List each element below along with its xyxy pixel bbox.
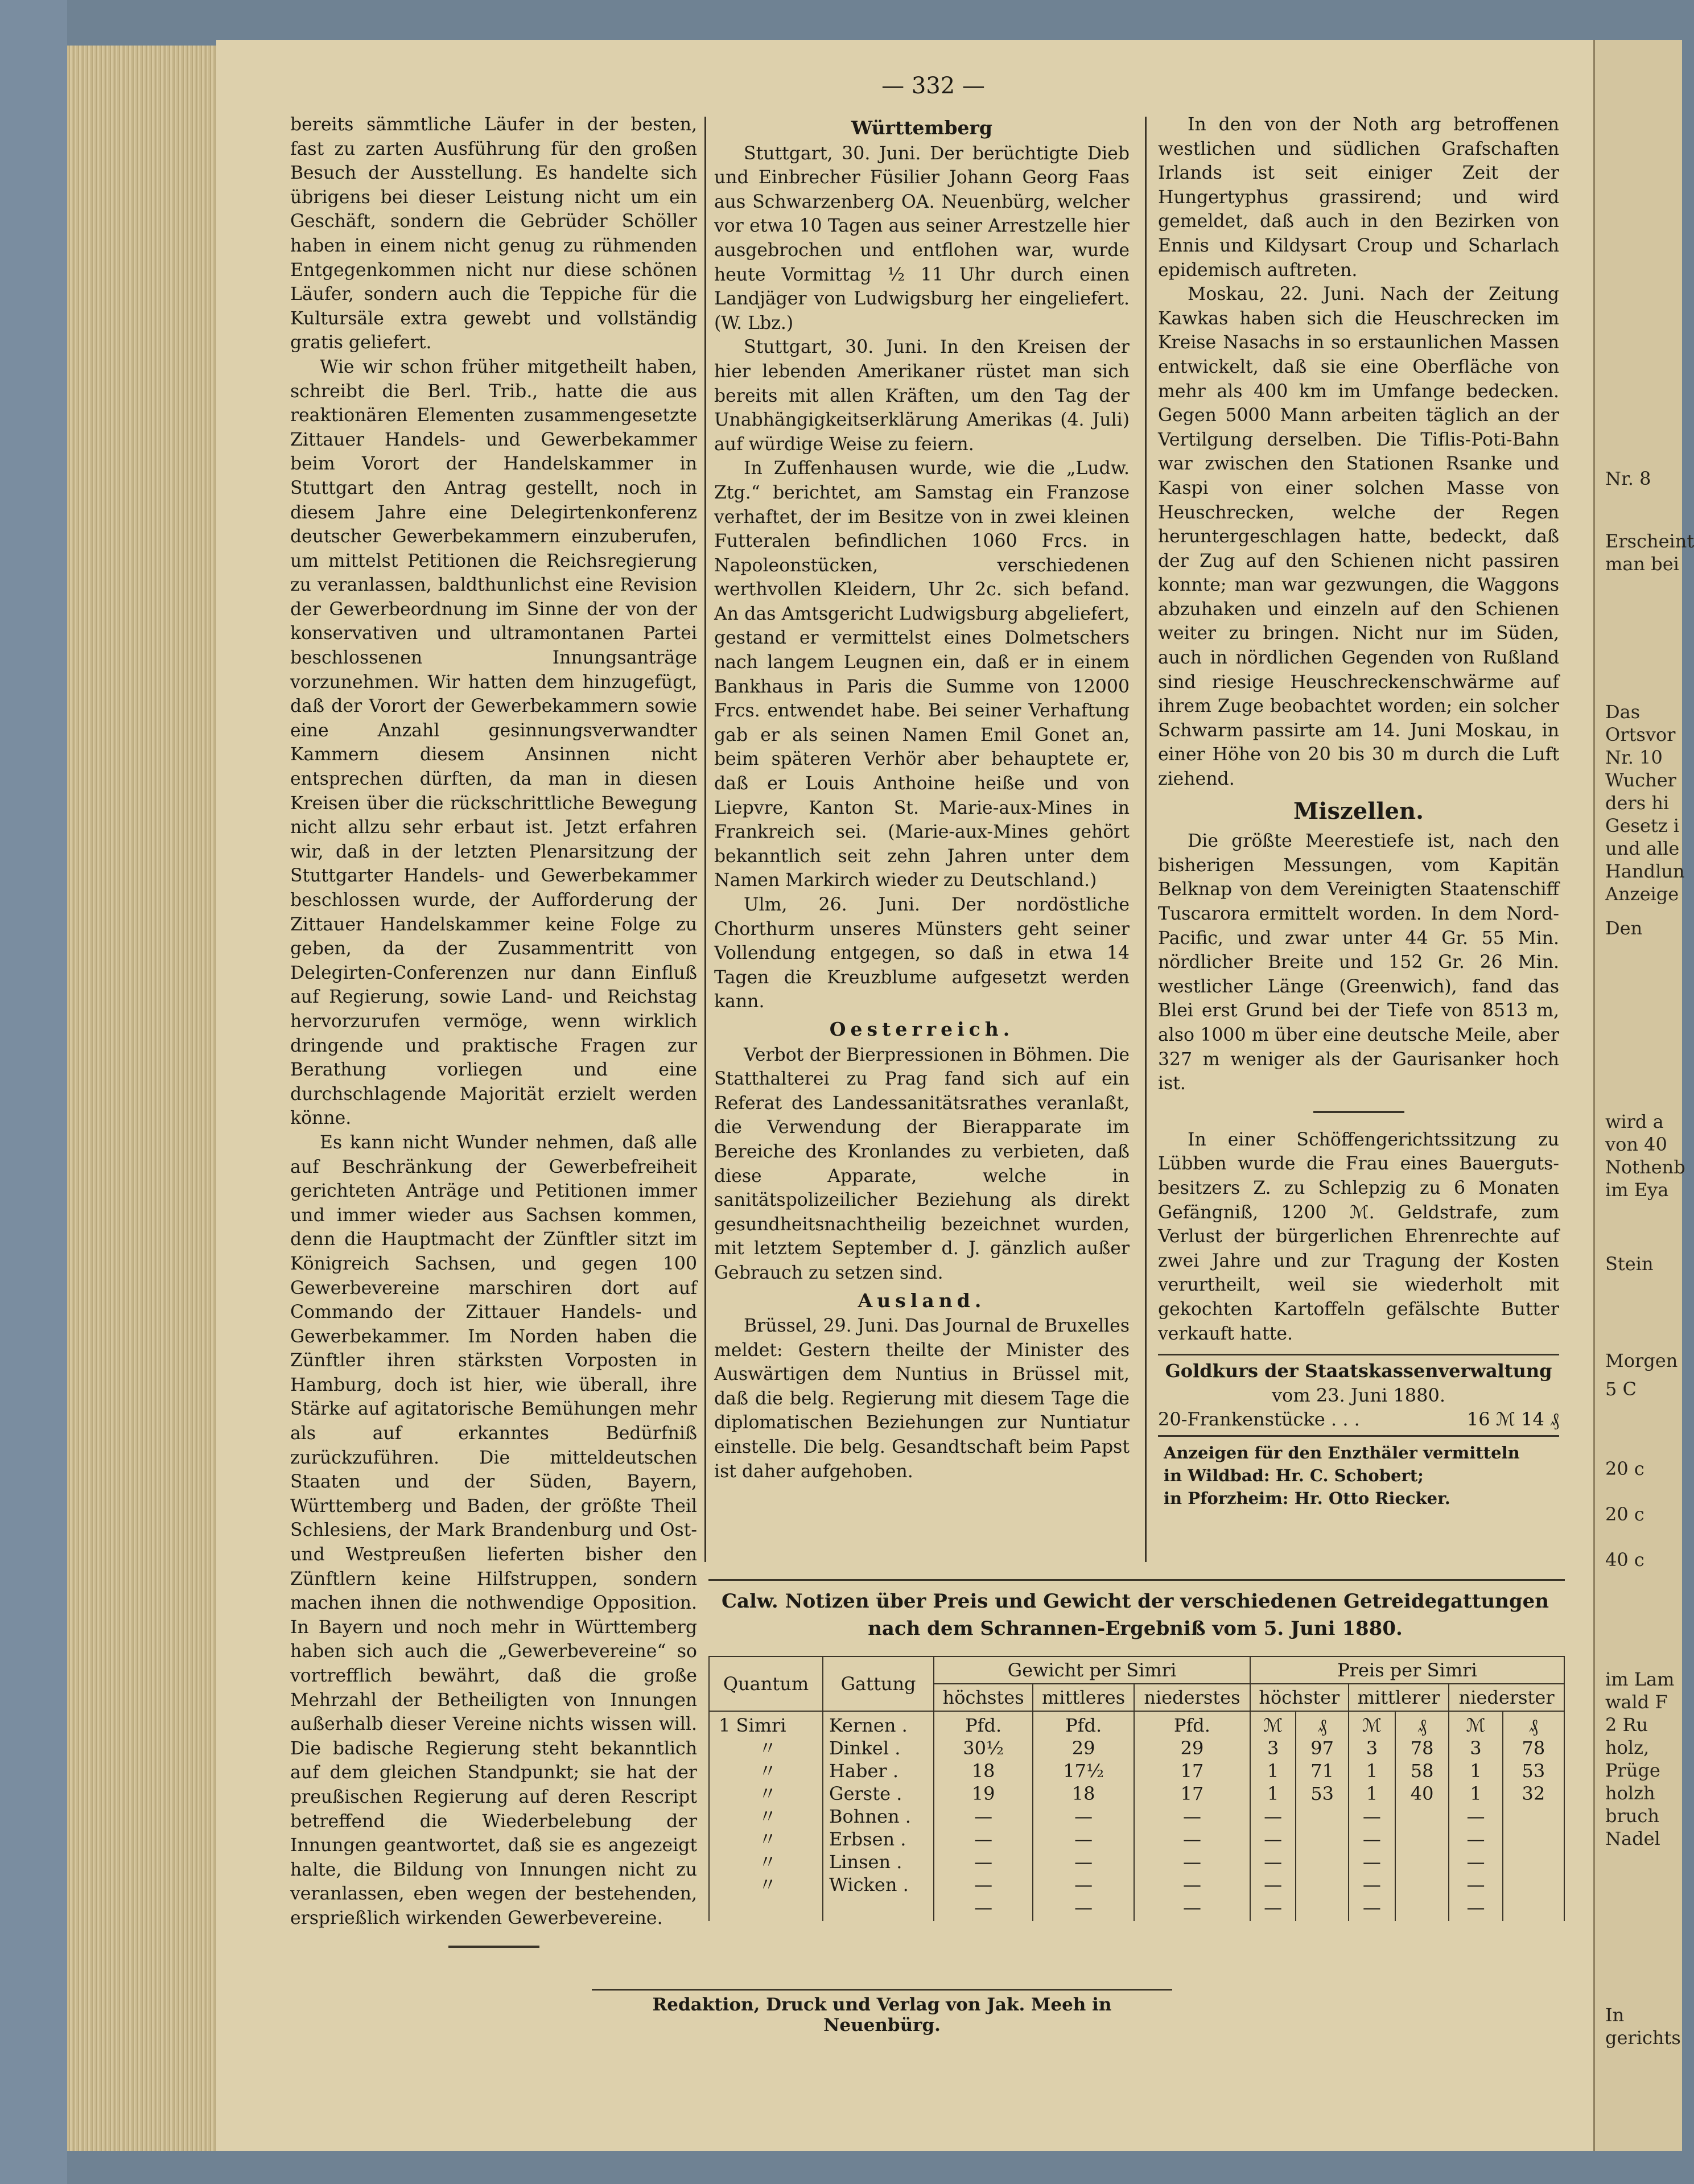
facing-page-fragment: 5 C — [1605, 1378, 1637, 1400]
column-3 — [1158, 113, 1559, 1510]
ads-line: in Wildbad: Hr. C. Schobert; — [1164, 1465, 1424, 1485]
table-cell: 3 — [1470, 1737, 1482, 1759]
section-end-rule — [448, 1946, 539, 1948]
facing-page-fragment: man bei — [1605, 553, 1679, 575]
section-heading-wuerttemberg: Württemberg — [851, 117, 993, 139]
unit-label: Pfd. — [965, 1715, 1002, 1736]
table-cell: 1 — [1470, 1783, 1482, 1804]
table-cell: — — [1466, 1874, 1485, 1895]
table-cell: — — [1264, 1874, 1283, 1895]
table-cell: — — [1074, 1874, 1093, 1895]
col-header-niederster: niederster — [1449, 1684, 1564, 1711]
table-cell — [1299, 1896, 1345, 1919]
facing-page-fragment: In — [1605, 2004, 1625, 2026]
table-cell: Linsen . — [829, 1851, 902, 1873]
grain-price-table — [708, 1656, 1565, 1921]
price-mid-mark-cell — [1349, 1711, 1395, 1921]
table-cell: 29 — [1180, 1737, 1204, 1759]
table-cell — [1506, 1873, 1561, 1896]
article-paragraph: In einer Schöffengerichtssitzung zu Lübben wurde die Frau eines Bauerguts-besitzers Z. zu Schlepzig zu 6 Monaten Gefängniß, 1200 ℳ. Geldstrafe, zum Verlust der bürgerlichen Ehrenrechte auf zwei Jahre und zur Tragung der Kosten verurtheilt, weil sie wiederholt mit gekochten Kartoffeln gefälschte Butter verkauft hatte. — [1158, 1129, 1559, 1344]
section-heading-miszellen: Miszellen. — [1293, 797, 1424, 825]
facing-page-fragment: Handlun — [1605, 860, 1685, 882]
gold-rate-box — [1158, 1354, 1559, 1437]
gold-rate-row — [1158, 1407, 1559, 1432]
table-cell: 1 — [1267, 1760, 1279, 1782]
table-cell: 3 — [1366, 1737, 1378, 1759]
facing-page-fragment: und alle — [1605, 838, 1680, 859]
price-mid-pf-cell — [1395, 1711, 1449, 1921]
table-cell: 1 — [1366, 1760, 1378, 1782]
table-cell — [1299, 1873, 1345, 1896]
table-cell: Haber . — [829, 1760, 899, 1782]
article-paragraph: Verbot der Bierpressionen in Böhmen. Die Statthalterei zu Prag fand sich auf ein Referat des Landessanitätsrathes veranlaßt, die Verwendung der Bierapparate im Bereiche des Kronlandes zu verbieten, daß diese Apparate, welche in sanitätspolizeilicher Beziehung als direkt gesundheitsnachtheilig bezeichnet wurden, mit letztem September d. J. gänzlich außer Gebrauch zu setzen sind. — [714, 1044, 1130, 1283]
facing-page-fragment: Nadel — [1605, 1828, 1660, 1849]
facing-page-fragment: wald F — [1605, 1691, 1668, 1713]
table-cell: 40 — [1410, 1783, 1434, 1804]
article-paragraph: Brüssel, 29. Juni. Das Journal de Bruxelles meldet: Gestern theilte der Minister des Auswärtigen dem Nuntius in Brüssel mit, daß die belg. Regierung mit diesem Tage die diplomatischen Beziehungen zur Nuntiatur einstelle. Die belg. Gesandtschaft beim Papst ist daher aufgehoben. — [714, 1316, 1130, 1482]
quantum-cell — [709, 1711, 823, 1921]
facing-page-fragment: Wucher — [1605, 769, 1676, 791]
table-cell: — — [1182, 1828, 1201, 1850]
table-cell: 〃 — [759, 1828, 777, 1850]
column-2 — [714, 113, 1130, 1484]
table-cell: Gerste . — [829, 1783, 902, 1804]
table-cell: — — [1182, 1897, 1201, 1918]
table-cell: — — [974, 1806, 993, 1827]
article-paragraph: Die größte Meerestiefe ist, nach den bisherigen Messungen, vom Kapitän Belknap von dem Vereinigten Staatenschiff Tuscarora ermittelt worden. In dem Nord-Pacific, und zwar unter 44 Gr. 55 Min. nördlicher Breite und 152 Gr. 26 Min. westlicher Länge (Greenwich), fand das Blei erst Grund bei der Tiefe von 8513 m, also 1000 m über eine deutsche Meile, aber 327 m weniger als der Gaurisanker hoch ist. — [1158, 831, 1559, 1094]
table-cell — [1506, 1851, 1561, 1873]
col-header-gewicht: Gewicht per Simri — [934, 1656, 1250, 1684]
table-cell: 18 — [971, 1760, 995, 1782]
facing-page-fragment: 20 c — [1605, 1503, 1644, 1525]
table-cell: — — [1264, 1897, 1283, 1918]
table-cell: 18 — [1071, 1783, 1095, 1804]
col-header-niederstes: niederstes — [1134, 1684, 1250, 1711]
section-heading-oesterreich: Oesterreich. — [829, 1017, 1015, 1040]
table-cell — [1506, 1805, 1561, 1828]
table-cell: Bohnen . — [829, 1806, 911, 1827]
notice-top-rule — [708, 1579, 1565, 1581]
unit-label: ₰ — [1317, 1715, 1327, 1736]
table-cell: — — [1466, 1828, 1485, 1850]
table-cell: — — [1074, 1897, 1093, 1918]
table-cell: — — [1074, 1851, 1093, 1873]
table-cell: — — [1182, 1851, 1201, 1873]
unit-label: ℳ — [1466, 1715, 1486, 1736]
facing-page-fragment: Nr. 8 — [1605, 468, 1651, 489]
column-divider — [1145, 117, 1147, 1562]
article-paragraph: In Zuffenhausen wurde, wie die „Ludw. Ztg.“ berichtet, am Samstag ein Franzose verhaftet, der im Besitze von in zwei kleinen Futteralen befindlichen 1060 Frcs. in Napoleonstücken, verschiedenen werthvollen Kleidern, Uhr 2c. sich befand. An das Amtsgericht Ludwigsburg abgeliefert, gestand er vermittelst eines Dolmetschers nach langem Leugnen ein, daß er in einem Bankhaus in Paris die Summe von 12000 Frcs. entwendet habe. Bei seiner Verhaftung gab er als seinen Namen Emil Gonet an, beim späteren Verhör aber behauptete er, daß er Louis Anthoine heiße und von Liepvre, Kanton St. Marie-aux-Mines in Frankreich sei. (Marie-aux-Mines gehört bekanntlich seit zehn Jahren unter dem Namen Markirch wieder zu Deutschland.) — [714, 458, 1130, 891]
table-cell: Dinkel . — [829, 1737, 901, 1759]
table-cell: — — [1362, 1806, 1381, 1827]
table-cell: Kernen . — [829, 1715, 908, 1736]
table-cell: — — [974, 1828, 993, 1850]
table-cell: — — [1074, 1806, 1093, 1827]
table-cell: — — [1362, 1874, 1381, 1895]
article-paragraph: Stuttgart, 30. Juni. In den Kreisen der hier lebenden Amerikaner rüstet man sich bereits mit allen Kräften, um den Tag der Unabhängigkeitserklärung Amerikas (4. Juli) auf würdige Weise zu feiern. — [714, 337, 1130, 455]
table-cell: — — [1074, 1828, 1093, 1850]
gold-rate-title: Goldkurs der Staatskassenverwaltung — [1165, 1360, 1552, 1382]
article-paragraph: bereits sämmtliche Läufer in der besten, fast zu zarten Ausführung für den großen Besuch der Ausstellung. Es handelte sich übrigens bei dieser Leistung nicht um ein Geschäft, sondern die Gebrüder Schöller haben in einem nicht genug zu rühmenden Entgegenkommen nicht nur diese schönen Läufer, sondern auch die Teppiche für die Kultursäle extra gewebt und vollständig gratis geliefert. — [290, 114, 697, 353]
facing-page-fragment: Stein — [1605, 1253, 1654, 1275]
table-cell: — — [974, 1897, 993, 1918]
article-paragraph: Es kann nicht Wunder nehmen, daß alle auf Beschränkung der Gewerbefreiheit gerichteten Anträge und Petitionen immer und immer wieder aus Sachsen kommen, denn die Hauptmacht der Zünftler sitzt im Königreich Sachsen, und gegen 100 Gewerbevereine marschiren dort auf Commando der Zittauer Handels- und Gewerbekammer. Im Norden haben die Zünftler ihren stärksten Vorposten in Hamburg, doch ist hier, wie überall, ihre Stärke auf agitatorische Bemühungen mehr als auf erkanntes Bedürfniß zurückzuführen. Die mitteldeutschen Staaten und der Süden, Bayern, Württemberg und Baden, der größte Theil Schlesiens, der Mark Brandenburg und Ost- und Westpreußen lieferten bisher den Zünftlern keine Hilfstruppen, sondern machen ihnen die nothwendige Opposition. In Bayern und noch mehr in Württemberg haben sich auch die „Gewerbevereine“ so vortrefflich bewährt, daß die große Mehrzahl der Betheiligten von Innungen außerhalb dieser Vereine nichts wissen will. Die badische Regierung steht bekanntlich auf dem gleichen Standpunkt; sie hat der preußischen Regierung auf deren Rescript betreffend die Wiederbelebung der Innungen geantwortet, daß sie es angezeigt halte, die Bildung von Innungen nicht zu veranlassen, eben wegen der bestehenden, ersprießlich wirkenden Gewerbevereine. — [290, 1132, 697, 1928]
table-cell: 1 — [1470, 1760, 1482, 1782]
table-cell: 30½ — [963, 1737, 1004, 1759]
facing-page-fragment: von 40 — [1605, 1134, 1667, 1155]
table-cell: Wicken . — [829, 1874, 909, 1895]
table-cell: 97 — [1310, 1737, 1334, 1759]
book-cover-edge — [0, 0, 67, 2184]
table-cell: — — [1362, 1851, 1381, 1873]
facing-page-fragment: im Eya — [1605, 1179, 1669, 1201]
table-cell — [1398, 1805, 1446, 1828]
price-max-pf-cell — [1296, 1711, 1348, 1921]
table-cell: 3 — [1267, 1737, 1279, 1759]
table-cell: 〃 — [759, 1851, 777, 1873]
table-cell: — — [974, 1874, 993, 1895]
table-cell: 1 — [1267, 1783, 1279, 1804]
gattung-cell — [823, 1711, 934, 1921]
table-cell: — — [1264, 1806, 1283, 1827]
col-header-preis: Preis per Simri — [1250, 1656, 1564, 1684]
gold-rate-value: 16 ℳ 14 ₰ — [1466, 1408, 1559, 1431]
facing-page-fragment: Prüge — [1605, 1759, 1660, 1781]
facing-page-fragment: ders hi — [1605, 792, 1670, 814]
page-stack — [67, 46, 216, 2151]
imprint-rule — [592, 1989, 1172, 1991]
table-cell: — — [1362, 1897, 1381, 1918]
table-cell: 58 — [1410, 1760, 1434, 1782]
weight-max-cell — [934, 1711, 1033, 1921]
facing-page-fragment: 40 c — [1605, 1549, 1644, 1571]
column-1 — [290, 113, 697, 1963]
table-cell — [1506, 1828, 1561, 1851]
table-cell: 〃 — [759, 1737, 777, 1759]
facing-page-edge — [1593, 40, 1694, 2151]
table-cell: — — [1362, 1828, 1381, 1850]
table-cell — [1398, 1896, 1446, 1919]
facing-page-fragment: bruch — [1605, 1805, 1659, 1827]
table-cell: 78 — [1410, 1737, 1434, 1759]
table-cell — [1506, 1896, 1561, 1919]
page-number: — 332 — — [881, 73, 985, 99]
facing-page-fragment: Gesetz i — [1605, 815, 1679, 836]
col-header-hoechstes: höchstes — [934, 1684, 1033, 1711]
facing-page-fragment: Ortsvor — [1605, 724, 1676, 745]
facing-page-fragment: holzh — [1605, 1782, 1655, 1804]
grain-notice-title-line: Calw. Notizen über Preis und Gewicht der verschiedenen Getreidegattungen — [721, 1590, 1549, 1613]
facing-page-fragment: Morgen — [1605, 1350, 1678, 1371]
unit-label: ℳ — [1362, 1715, 1382, 1736]
table-cell: 1 — [1366, 1783, 1378, 1804]
grain-notice-title — [711, 1588, 1559, 1642]
table-cell: — — [1182, 1874, 1201, 1895]
unit-label: ℳ — [1263, 1715, 1283, 1736]
price-max-mark-cell — [1250, 1711, 1296, 1921]
facing-page-fragment: im Lam — [1605, 1668, 1675, 1690]
col-header-gattung: Gattung — [823, 1656, 934, 1711]
article-divider-rule — [1313, 1111, 1404, 1113]
table-cell: — — [1264, 1851, 1283, 1873]
table-cell — [1398, 1828, 1446, 1851]
gold-rate-item: 20-Frankenstücke . . . — [1158, 1408, 1360, 1431]
column-divider — [704, 117, 706, 1562]
table-cell: 17 — [1180, 1760, 1204, 1782]
article-paragraph: Stuttgart, 30. Juni. Der berüchtigte Dieb und Einbrecher Füsilier Johann Georg Faas aus Schwarzenberg OA. Neuenbürg, welcher vor etwa 10 Tagen aus seiner Arrestzelle hier ausgebrochen und entflohen war, wurde heute Vormittag ½ 11 Uhr durch einen Landjäger von Ludwigsburg her eingeliefert. (W. Lbz.) — [714, 143, 1130, 333]
price-min-pf-cell — [1503, 1711, 1564, 1921]
weight-mid-cell — [1033, 1711, 1134, 1921]
table-cell: 〃 — [759, 1783, 777, 1804]
gold-rate-date: vom 23. Juni 1880. — [1272, 1384, 1445, 1406]
unit-label: Pfd. — [1173, 1715, 1210, 1736]
col-header-mittlerer: mittlerer — [1349, 1684, 1449, 1711]
col-header-hoechster: höchster — [1250, 1684, 1349, 1711]
table-cell: 78 — [1522, 1737, 1545, 1759]
table-cell: 1 Simri — [719, 1715, 786, 1736]
table-cell: — — [1466, 1806, 1485, 1827]
table-cell: — — [1264, 1828, 1283, 1850]
table-cell: 71 — [1310, 1760, 1334, 1782]
facing-page-fragment: 2 Ru — [1605, 1714, 1648, 1736]
facing-page-fragment: 20 c — [1605, 1458, 1644, 1480]
weight-min-cell — [1134, 1711, 1250, 1921]
col-header-mittleres: mittleres — [1033, 1684, 1134, 1711]
col-header-quantum: Quantum — [709, 1656, 823, 1711]
table-cell: 17½ — [1063, 1760, 1104, 1782]
facing-page-fragment: gerichts — [1605, 2027, 1681, 2049]
facing-page-fragment: holz, — [1605, 1737, 1650, 1758]
table-cell: — — [1466, 1897, 1485, 1918]
advertising-agents — [1158, 1441, 1559, 1510]
table-cell: — — [1466, 1851, 1485, 1873]
table-cell: 29 — [1071, 1737, 1095, 1759]
table-cell: 〃 — [759, 1760, 777, 1782]
facing-page-fragment: Nr. 10 — [1605, 747, 1663, 768]
table-cell: 17 — [1180, 1783, 1204, 1804]
grain-notice-title-line: nach dem Schrannen-Ergebniß vom 5. Juni 1880. — [868, 1617, 1403, 1640]
unit-label: ₰ — [1528, 1715, 1538, 1736]
table-cell: 19 — [971, 1783, 995, 1804]
table-cell: 53 — [1310, 1783, 1334, 1804]
table-cell — [1299, 1805, 1345, 1828]
article-paragraph: Ulm, 26. Juni. Der nordöstliche Chorthurm unseres Münsters geht seiner Vollendung entgegen, so daß in etwa 14 Tagen die Kreuzblume aufgesetzt werden kann. — [714, 895, 1130, 1012]
section-heading-ausland: Ausland. — [858, 1289, 986, 1312]
table-cell — [1299, 1828, 1345, 1851]
table-cell — [1299, 1851, 1345, 1873]
price-min-mark-cell — [1449, 1711, 1502, 1921]
table-cell: 53 — [1522, 1760, 1545, 1782]
table-cell — [1398, 1851, 1446, 1873]
article-paragraph: Wie wir schon früher mitgetheilt haben, schreibt die Berl. Trib., hatte die aus reaktionären Elementen zusammengesetzte Zittauer Handels- und Gewerbekammer beim Vorort der Handelskammer in Stuttgart den Antrag gestellt, noch in diesem Jahre eine Delegirtenkonferenz deutscher Gewerbekammern einzuberufen, um mittelst Petitionen die Reichsregierung zu veranlassen, baldthunlichst eine Revision der Gewerbeordnung im Sinne der von der konservativen und ultramontanen Partei beschlossenen Innungsanträge vorzunehmen. Wir hatten dem hinzugefügt, daß der Vorort der Gewerbekammern sowie eine Anzahl gesinnungsverwandter Kammern diesem Ansinnen nicht entsprechen dürften, da man in diesen Kreisen über die rückschrittliche Bewegung nicht allzu sehr erbaut ist. Jetzt erfahren wir, daß in der letzten Plenarsitzung der Stuttgarter Handels- und Gewerbekammer beschlossen wurde, der Aufforderung der Zittauer Handelskammer keine Folge zu geben, da der Zusammentritt von Delegirten-Conferenzen nur dann Einfluß auf Regierung, sowie Land- und Reichstag hervorzurufen vermöge, wenn wirklich dringende und praktische Fragen zur Berathung vorliegen und eine durchschlagende Majorität erzielt werden könne. — [290, 356, 697, 1129]
facing-page-fragment: wird a — [1605, 1111, 1664, 1132]
table-cell: 〃 — [759, 1806, 777, 1827]
table-cell — [1398, 1873, 1446, 1896]
article-paragraph: Moskau, 22. Juni. Nach der Zeitung Kawkas haben sich die Heuschrecken im Kreise Nasachs in so erstaunlichen Massen entwickelt, daß sie eine Oberfläche von mehr als 400 km im Umfange bedecken. Gegen 5000 Mann arbeiten täglich an der Vertilgung derselben. Die Tiflis-Poti-Bahn war zwischen den Stationen Rsanke und Kaspi von einer solchen Masse von Heuschrecken, welche der Regen heruntergeschlagen hatte, bedeckt, daß der Zug auf den Schienen nicht passiren konnte; man war gezwungen, die Waggons abzuhaken und einzeln auf den Schienen weiter zu bringen. Nicht nur im Süden, auch in nördlichen Gegenden von Rußland sind riesige Heuschreckenschwärme auf ihrem Zuge beobachtet worden; ein solcher Schwarm passirte am 14. Juni Moskau, in einer Höhe von 20 bis 30 m durch die Luft ziehend. — [1158, 284, 1559, 790]
table-cell: — — [1182, 1806, 1201, 1827]
facing-page-fragment: Nothenb — [1605, 1156, 1685, 1178]
table-cell: 32 — [1522, 1783, 1545, 1804]
article-paragraph: In den von der Noth arg betroffenen westlichen und südlichen Grafschaften Irlands ist seit einiger Zeit der Hungertyphus grassirend; und wird gemeldet, daß auch in den Bezirken von Ennis und Kildysart Croup und Scharlach epidemisch auftreten. — [1158, 114, 1559, 281]
facing-page-fragment: Den — [1605, 917, 1643, 939]
facing-page-fragment: Anzeige — [1605, 883, 1679, 905]
table-cell: — — [974, 1851, 993, 1873]
imprint: Redaktion, Druck und Verlag von Jak. Meeh in Neuenbürg. — [652, 1995, 1112, 2035]
unit-label: ₰ — [1417, 1715, 1427, 1736]
facing-page-fragment: Erscheint — [1605, 530, 1694, 552]
facing-page-fragment: Das — [1605, 701, 1641, 723]
table-cell: 〃 — [759, 1874, 777, 1895]
unit-label: Pfd. — [1065, 1715, 1102, 1736]
ads-line: in Pforzheim: Hr. Otto Riecker. — [1164, 1488, 1450, 1508]
table-cell: Erbsen . — [829, 1828, 906, 1850]
ads-line: Anzeigen für den Enzthäler vermitteln — [1164, 1443, 1520, 1462]
